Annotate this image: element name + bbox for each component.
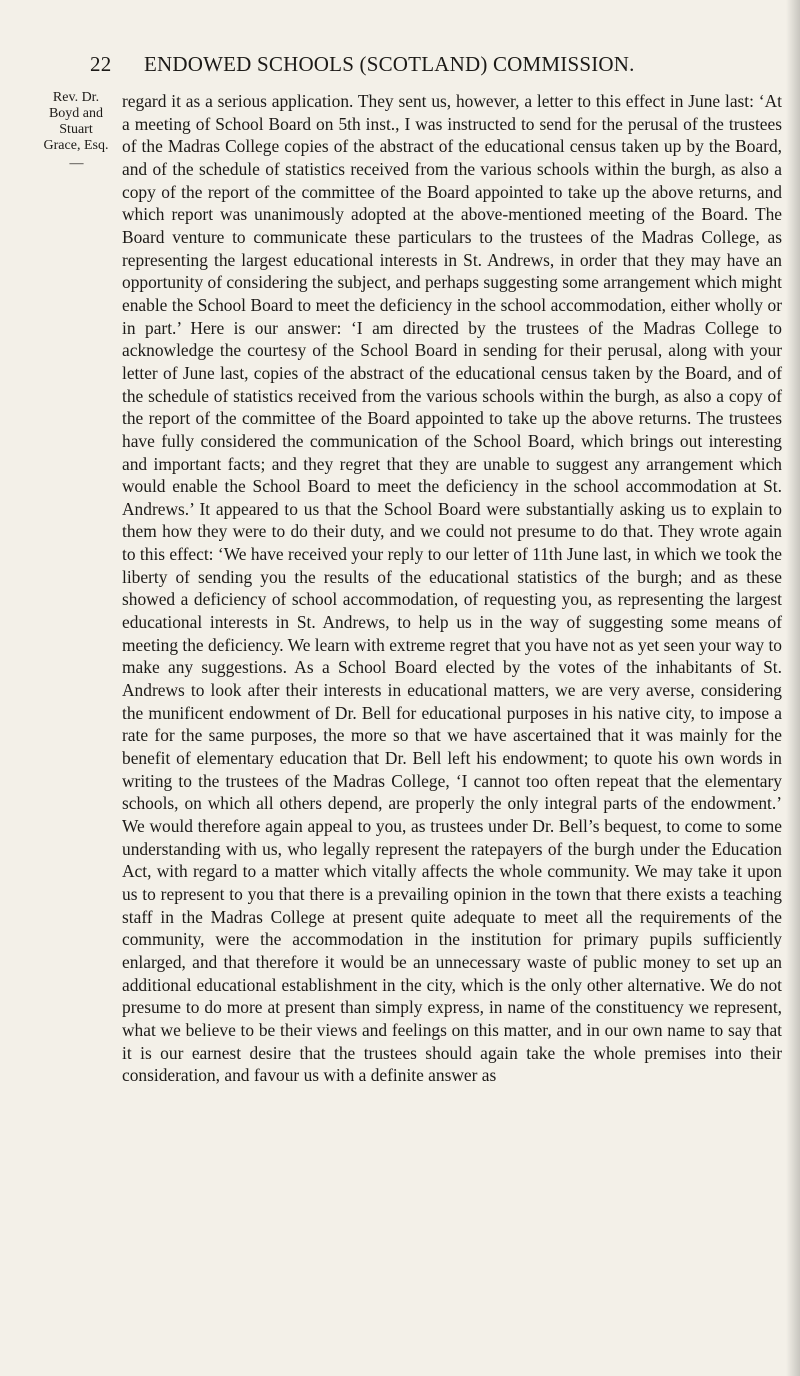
margin-note [36, 90, 116, 172]
margin-note-line: Grace, Esq. [43, 138, 109, 153]
page-edge-shadow [786, 0, 800, 1376]
margin-note-line: Boyd and [48, 106, 104, 121]
margin-note-line: Rev. Dr. [52, 90, 100, 105]
margin-note-dash: — [69, 156, 83, 171]
page-number: 22 [90, 52, 112, 76]
body-text [122, 90, 782, 1087]
page-header [90, 52, 790, 77]
body-paragraph: regard it as a serious application. They sent us, however, a letter to this effect in June last: ‘At a meeting of School Board on 5th inst., I was instructed to send for the perusal of the trustees of the Madras College copies of the abstract of the educational census taken up by the Board, and of the schedule of statistics received from the various schools within the burgh, as also a copy of the report of the committee of the Board appointed to take up the above returns, and which report was unanimously adopted at the above-mentioned meeting of the Board. The Board venture to communicate these particulars to the trustees of the Madras College, as representing the largest educational interests in St. Andrews, in order that they may have an opportunity of considering the subject, and perhaps suggesting some arrangement which might enable the School Board to meet the deficiency in the school accommodation, either wholly or in part.’ Here is our answer: ‘I am directed by the trustees of the Madras College to acknowledge the courtesy of the School Board in sending for their perusal, along with your letter of June last, copies of the abstract of the educational census taken by the Board, and of the schedule of statistics received from the various schools within the burgh, as also a copy of the report of the committee of the Board appointed to take up the above returns. The trustees have fully considered the communication of the School Board, which brings out interesting and important facts; and they regret that they are unable to suggest any arrangement which would enable the School Board to meet the deficiency in the school accommodation at St. Andrews.’ It appeared to us that the School Board were substantially asking us to explain to them how they were to do their duty, and we could not presume to do that. They wrote again to this effect: ‘We have received your reply to our letter of 11th June last, in which we took the liberty of sending you the results of the educational statistics of the burgh; and as these showed a deficiency of school accommodation, of requesting you, as representing the largest educational interests in St. Andrews, to help us in the way of suggesting some means of meeting the deficiency. We learn with extreme regret that you have not as yet seen your way to make any suggestions. As a School Board elected by the votes of the inhabitants of St. Andrews to look after their interests in educational matters, we are very averse, considering the munificent endowment of Dr. Bell for educational purposes in his native city, to impose a rate for the same purposes, the more so that we have ascertained that it was mainly for the benefit of elementary education that Dr. Bell left his endowment; to quote his own words in writing to the trustees of the Madras College, ‘I cannot too often repeat that the elementary schools, on which all others depend, are properly the only integral parts of the endowment.’ We would therefore again appeal to you, as trustees under Dr. Bell’s bequest, to come to some understanding with us, who legally represent the ratepayers of the burgh under the Education Act, with regard to a matter which vitally affects the whole community. We may take it upon us to represent to you that there is a prevailing opinion in the town that there exists a teaching staff in the Madras College at present quite adequate to meet all the requirements of the community, were the accommodation in the institution for primary pupils sufficiently enlarged, and that therefore it would be an unnecessary waste of public money to set up an additional educational establishment in the city, which is the only other alternative. We do not presume to do more at present than simply express, in name of the constituency we represent, what we believe to be their views and feelings on this matter, and in our own name to say that it is our earnest desire that the trustees should again take the whole premises into their consideration, and favour us with a definite answer as [122, 91, 782, 1086]
running-head: ENDOWED SCHOOLS (SCOTLAND) COMMISSION. [144, 52, 635, 76]
margin-note-line: Stuart [59, 122, 93, 137]
